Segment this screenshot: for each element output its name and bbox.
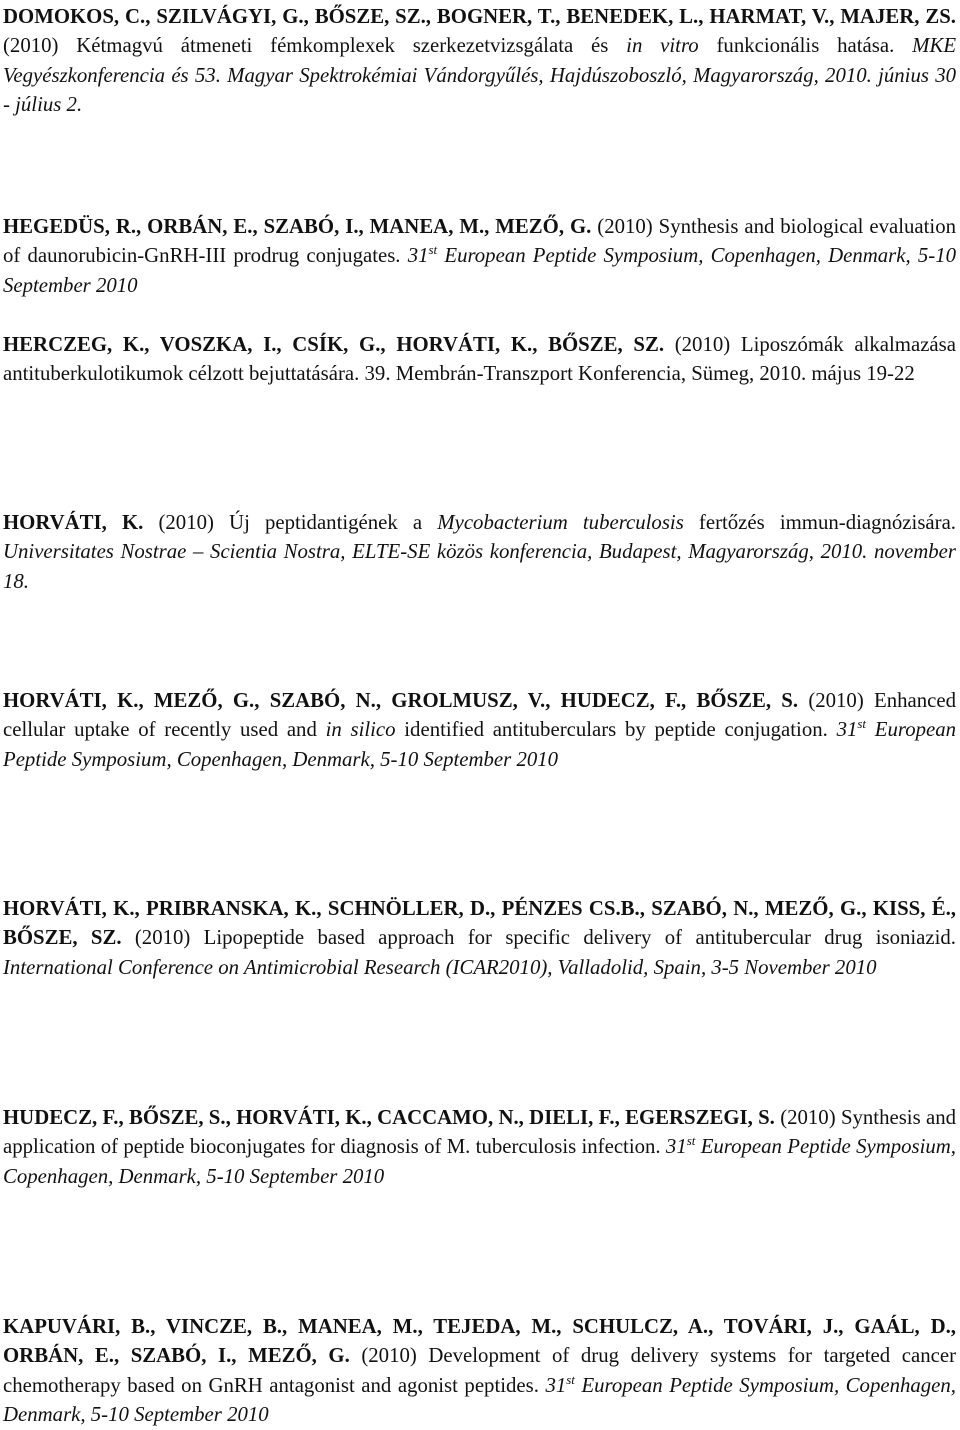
- venue-ordinal-suffix: st: [857, 716, 867, 732]
- citation-title: Synthesis and biological evaluation of daunorubicin-GnRH-III prodrug conjugates.: [3, 215, 957, 268]
- citation-authors: KAPUVÁRI, B., VINCZE, B., MANEA, M., TEJEDA, M., SCHULCZ, A., TOVÁRI, J., GAÁL, D., ORBÁN, E., SZABÓ, I., MEZŐ, G.: [3, 1315, 956, 1368]
- citation-year: (2010): [808, 689, 864, 712]
- citation-year: (2010): [158, 511, 214, 534]
- citation-entry-1: [3, 2, 956, 119]
- venue-ordinal-suffix: st: [686, 1133, 696, 1149]
- citation-title: Kétmagvú átmeneti fémkomplexek szerkezetvizsgálata és: [76, 34, 609, 58]
- citation-year: (2010): [597, 215, 653, 238]
- venue-text: European Peptide Symposium, Copenhagen, Denmark, 5-10 September 2010: [3, 1135, 957, 1188]
- venue-text: European Peptide Symposium, Copenhagen, Denmark, 5-10 September 2010: [3, 244, 956, 297]
- citation-year: (2010): [3, 34, 59, 58]
- citation-authors: HORVÁTI, K., PRIBRANSKA, K., SCHNÖLLER, D., PÉNZES CS.B., SZABÓ, N., MEZŐ, G., KISS, É., BŐSZE, SZ.: [3, 897, 956, 950]
- venue-text: European Peptide Symposium, Copenhagen, Denmark, 5-10 September 2010: [3, 1373, 956, 1426]
- citation-authors: DOMOKOS, C., SZILVÁGYI, G., BŐSZE, SZ., BOGNER, T., BENEDEK, L., HARMAT, V., MAJER, ZS.: [3, 5, 956, 28]
- citation-entry-3: [3, 330, 956, 389]
- venue-ordinal: 31: [545, 1373, 567, 1397]
- citation-title-end: fertőzés immun-diagnózisára.: [698, 511, 956, 534]
- citation-title: Liposzómák alkalmazása antituberkulotikumok célzott bejuttatására.: [3, 333, 956, 386]
- citation-year: (2010): [780, 1106, 836, 1129]
- venue-ordinal: 31: [665, 1135, 687, 1159]
- citation-entry-6: [3, 894, 956, 982]
- citation-title: Lipopeptide based approach for specific delivery of antitubercular drug isoniazid.: [203, 926, 956, 950]
- citation-authors: HORVÁTI, K., MEZŐ, G., SZABÓ, N., GROLMUSZ, V., HUDECZ, F., BŐSZE, S.: [3, 689, 799, 712]
- citation-title-end: funkcionális hatása.: [716, 34, 895, 58]
- citation-title-italic: in vitro: [626, 34, 699, 58]
- citation-venue: International Conference on Antimicrobial Research (ICAR2010), Valladolid, Spain, 3-5 November 2010: [3, 955, 877, 979]
- citation-year: (2010): [134, 926, 191, 950]
- citation-venue: MKE Vegyészkonferencia és 53. Magyar Spektrokémiai Vándorgyűlés, Hajdúszoboszló, Magyarország, 2010. június 30 - július 2.: [3, 34, 957, 116]
- citation-title: Synthesis and application of peptide bioconjugates for diagnosis of M. tuberculosis infection.: [3, 1106, 956, 1159]
- citation-entry-5: [3, 686, 956, 774]
- citation-entry-7: [3, 1103, 956, 1191]
- citation-entry-2: [3, 212, 956, 300]
- citation-title: Enhanced cellular uptake of recently used and: [3, 689, 957, 742]
- citation-title-italic: Mycobacterium tuberculosis: [437, 511, 684, 534]
- citation-title-end: identified antituberculars by peptide conjugation.: [404, 718, 828, 742]
- venue-ordinal: 31: [836, 718, 858, 742]
- citation-entry-8: [3, 1312, 956, 1429]
- venue-ordinal-suffix: st: [428, 242, 438, 258]
- venue-ordinal-suffix: st: [566, 1371, 575, 1387]
- citation-authors: HERCZEG, K., VOSZKA, I., CSÍK, G., HORVÁTI, K., BŐSZE, SZ.: [3, 333, 665, 356]
- citation-year: (2010): [361, 1344, 417, 1368]
- citation-authors: HORVÁTI, K.: [3, 511, 144, 534]
- citation-title-italic: in silico: [325, 718, 396, 742]
- citation-title: Development of drug delivery systems for targeted cancer chemotherapy based on GnRH antagonist and agonist peptides.: [3, 1344, 956, 1397]
- venue-text: European Peptide Symposium, Copenhagen, Denmark, 5-10 September 2010: [3, 718, 957, 771]
- citation-authors: HUDECZ, F., BŐSZE, S., HORVÁTI, K., CACCAMO, N., DIELI, F., EGERSZEGI, S.: [3, 1106, 775, 1129]
- citation-year: (2010): [674, 333, 731, 356]
- citation-entry-4: [3, 508, 956, 596]
- venue-ordinal: 31: [407, 244, 429, 268]
- citation-venue: Universitates Nostrae – Scientia Nostra, ELTE-SE közös konferencia, Budapest, Magyarország, 2010. november 18.: [3, 540, 956, 593]
- citation-venue: 39. Membrán-Transzport Konferencia, Sümeg, 2010. május 19-22: [364, 362, 915, 386]
- citation-authors: HEGEDÜS, R., ORBÁN, E., SZABÓ, I., MANEA, M., MEZŐ, G.: [3, 215, 592, 238]
- citation-title: Új peptidantigének a: [229, 511, 423, 534]
